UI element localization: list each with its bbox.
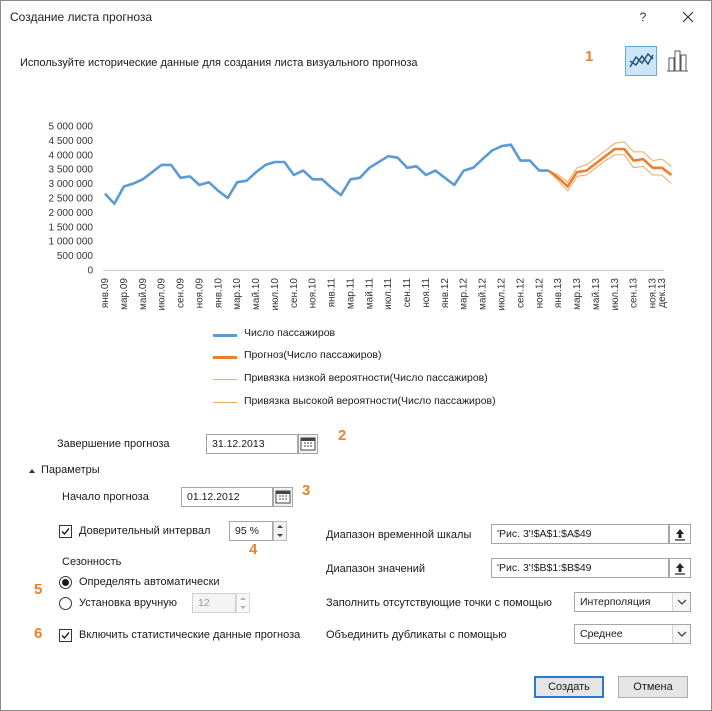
x-tick-label: ноя.13	[647, 278, 659, 309]
x-tick-label: сен.12	[515, 278, 527, 308]
legend-label-forecast: Прогноз(Число пассажиров)	[244, 349, 382, 361]
legend-swatch-lower-bound	[213, 379, 237, 380]
spin-up-icon[interactable]	[274, 522, 286, 531]
x-tick-label: ноя.09	[194, 278, 206, 309]
checkmark-icon	[60, 630, 71, 641]
fill-missing-select-value: Интерполяция	[580, 596, 651, 608]
x-tick-label: июл.09	[156, 278, 168, 311]
x-tick-label: мар.10	[232, 278, 244, 310]
x-tick-label: янв.11	[326, 278, 338, 308]
x-tick-label: мар.13	[572, 278, 584, 310]
y-tick-label: 5 000 000	[48, 121, 93, 133]
y-tick-label: 3 500 000	[48, 164, 93, 176]
confidence-interval-label: Доверительный интервал	[79, 525, 211, 537]
forecast-start-label: Начало прогноза	[62, 491, 149, 503]
x-tick-label: мар.09	[118, 278, 130, 310]
fill-missing-select[interactable]	[574, 592, 691, 612]
x-tick-label: май.09	[137, 278, 149, 310]
chevron-down-icon	[673, 593, 691, 611]
x-tick-label: ноя.12	[534, 278, 546, 309]
include-stats-checkbox[interactable]	[59, 629, 72, 642]
x-tick-label: май.11	[364, 278, 376, 310]
help-button[interactable]: ?	[639, 10, 647, 24]
dialog-title: Создание листа прогноза	[10, 10, 153, 24]
x-tick-label: сен.11	[402, 278, 414, 308]
confidence-interval-spinner[interactable]	[273, 521, 287, 541]
options-label[interactable]: Параметры	[41, 464, 100, 476]
aggregate-label: Объединить дубликаты с помощью	[326, 629, 507, 641]
spin-down-icon[interactable]	[274, 531, 286, 540]
callout-6: 6	[34, 625, 43, 642]
x-tick-label: янв.12	[439, 278, 451, 309]
seasonality-label: Сезонность	[62, 556, 122, 568]
y-tick-label: 4 000 000	[48, 150, 93, 162]
y-tick-label: 2 500 000	[48, 193, 93, 205]
x-tick-label: янв.13	[553, 278, 565, 309]
dropdown-arrow[interactable]	[672, 593, 690, 611]
seasonality-auto-label: Определять автоматически	[79, 576, 220, 588]
callout-3: 3	[302, 482, 311, 499]
x-tick-label: май.13	[590, 278, 602, 310]
y-tick-label: 3 000 000	[48, 179, 93, 191]
dialog-subtitle: Используйте исторические данные для создания листа визуального прогноза	[20, 57, 418, 69]
seasonality-manual-spinner[interactable]	[236, 593, 250, 613]
x-tick-label: май.12	[477, 277, 489, 310]
legend-swatch-forecast	[213, 356, 237, 359]
dropdown-arrow[interactable]	[672, 625, 690, 643]
values-range-label: Диапазон значений	[326, 563, 426, 575]
legend-label-historical: Число пассажиров	[244, 327, 336, 339]
create-button[interactable]: Создать	[534, 676, 604, 698]
range-select-icon	[670, 525, 690, 543]
forecast-start-calendar-button[interactable]	[273, 487, 293, 507]
y-tick-label: 1 500 000	[48, 222, 93, 234]
x-tick-label: ноя.11	[420, 278, 432, 308]
forecast-end-label: Завершение прогноза	[57, 438, 170, 450]
callout-1: 1	[585, 48, 594, 65]
timeline-range-label: Диапазон временной шкалы	[326, 529, 472, 541]
include-stats-label: Включить статистические данные прогноза	[79, 629, 301, 641]
calendar-icon	[299, 435, 317, 453]
legend-label-lower-bound: Привязка низкой вероятности(Число пассажиров)	[244, 372, 488, 384]
calendar-icon	[274, 488, 292, 506]
seasonality-manual-radio[interactable]	[59, 597, 72, 610]
seasonality-auto-radio[interactable]	[59, 576, 72, 589]
y-tick-label: 0	[87, 265, 93, 277]
series-upper-bound-line	[549, 142, 672, 182]
callout-2: 2	[338, 427, 347, 444]
values-range-collapse-button[interactable]	[669, 558, 691, 578]
x-tick-label: ноя.10	[307, 278, 319, 309]
forecast-end-input[interactable]: 31.12.2013	[206, 434, 298, 454]
aggregate-select[interactable]	[574, 624, 691, 644]
chevron-down-icon	[673, 625, 691, 643]
x-tick-label: сен.10	[288, 278, 300, 308]
x-tick-label: мар.11	[345, 278, 357, 310]
x-tick-label: июл.12	[496, 278, 508, 311]
confidence-interval-checkbox[interactable]	[59, 525, 72, 538]
y-tick-label: 4 500 000	[48, 135, 93, 147]
y-tick-label: 2 000 000	[48, 207, 93, 219]
legend-swatch-upper-bound	[213, 402, 237, 403]
series-historical-line	[105, 145, 549, 204]
x-tick-label: сен.13	[628, 278, 640, 308]
x-tick-label: сен.09	[175, 278, 187, 308]
x-tick-label: июл.11	[383, 278, 395, 310]
series-forecast-line	[549, 149, 672, 187]
y-tick-label: 1 000 000	[48, 236, 93, 248]
forecast-start-input[interactable]: 01.12.2012	[181, 487, 273, 507]
timeline-range-collapse-button[interactable]	[669, 524, 691, 544]
seasonality-manual-input[interactable]: 12	[192, 593, 236, 613]
x-tick-label: янв.10	[213, 278, 225, 309]
spin-up-icon[interactable]	[237, 594, 249, 603]
y-tick-label: 500 000	[56, 251, 93, 263]
x-tick-label: янв.09	[100, 278, 111, 309]
forecast-end-calendar-button[interactable]	[298, 434, 318, 454]
x-tick-label: май.10	[251, 278, 263, 310]
callout-4: 4	[249, 541, 258, 558]
range-select-icon	[670, 559, 690, 577]
timeline-range-input[interactable]: 'Рис. 3'!$A$1:$A$49	[491, 524, 669, 544]
callout-5: 5	[34, 581, 43, 598]
cancel-button[interactable]: Отмена	[618, 676, 688, 698]
options-collapse-icon[interactable]	[28, 467, 36, 475]
spin-down-icon[interactable]	[237, 603, 249, 612]
aggregate-select-value: Среднее	[580, 628, 623, 640]
checkmark-icon	[60, 526, 71, 537]
fill-missing-label: Заполнить отсутствующие точки с помощью	[326, 597, 552, 609]
values-range-input[interactable]: 'Рис. 3'!$B$1:$B$49	[491, 558, 669, 578]
x-tick-label: дек.13	[657, 278, 668, 308]
x-tick-label: июл.10	[269, 278, 281, 311]
legend-swatch-historical	[213, 334, 237, 337]
x-tick-label: мар.12	[458, 278, 470, 310]
confidence-interval-input[interactable]: 95 %	[229, 521, 273, 541]
seasonality-manual-label: Установка вручную	[79, 597, 177, 609]
x-tick-label: июл.13	[609, 278, 621, 311]
legend-label-upper-bound: Привязка высокой вероятности(Число пассажиров)	[244, 395, 496, 407]
